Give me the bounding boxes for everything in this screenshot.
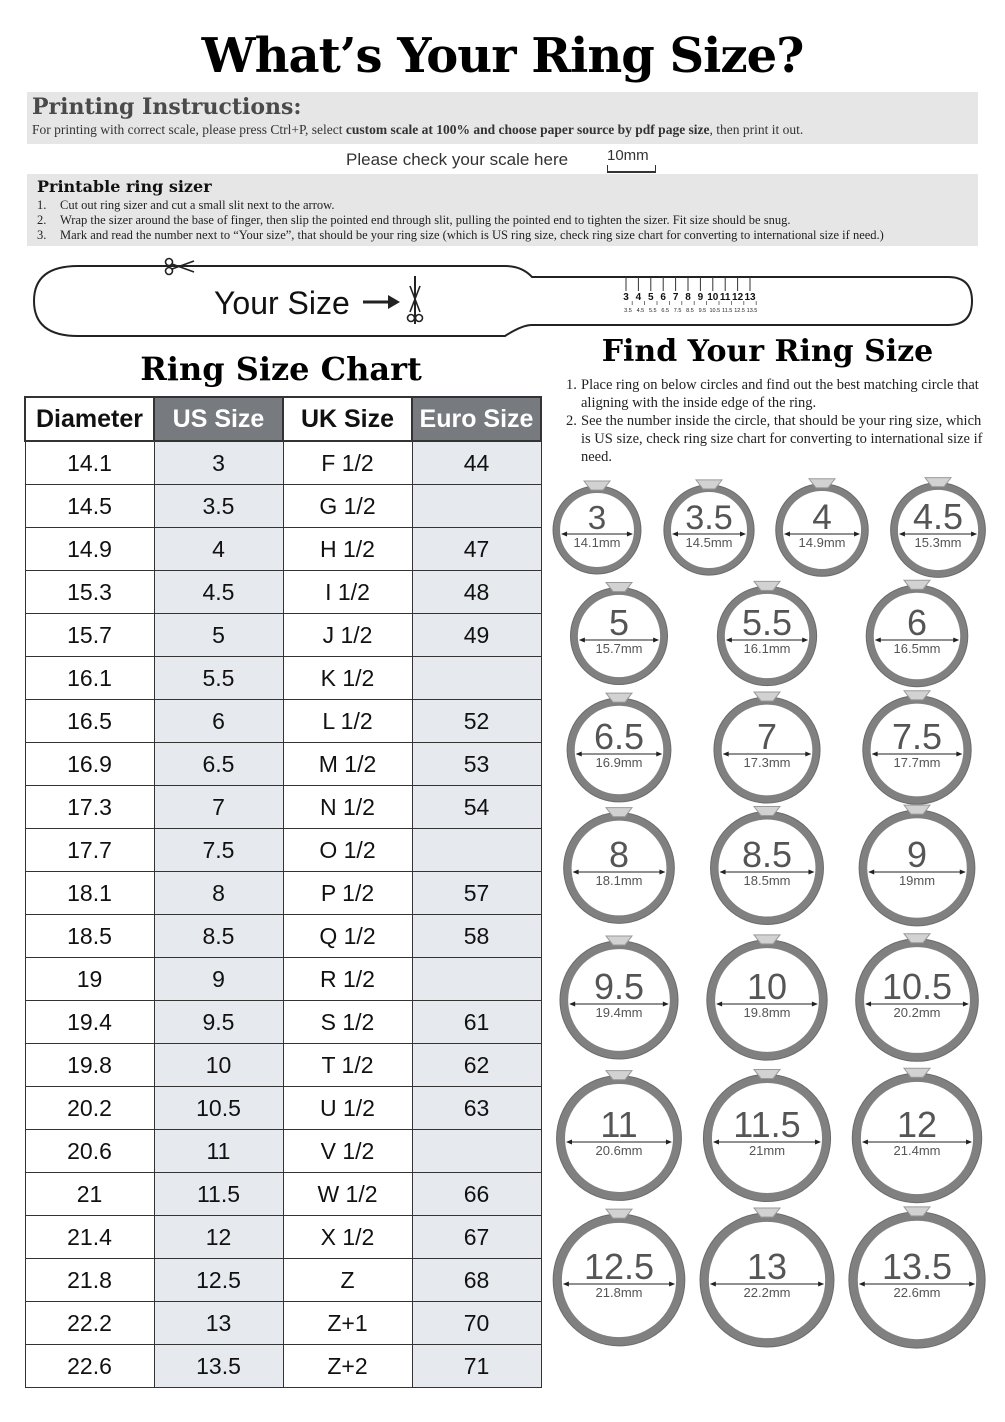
- find-ring-size-title: Find Your Ring Size: [601, 334, 934, 369]
- table-row: [25, 1001, 541, 1044]
- cell-uk-size: T 1/2: [283, 1044, 412, 1087]
- table-row: [25, 1302, 541, 1345]
- sizer-strip-outline: [34, 266, 972, 336]
- cell-us-size: 10.5: [154, 1087, 283, 1130]
- cell-euro-size: 57: [412, 872, 541, 915]
- cell-us-size: 7: [154, 786, 283, 829]
- sizer-step-number: 3.: [37, 228, 47, 242]
- scale-major-label: 12: [732, 292, 744, 303]
- cell-uk-size: U 1/2: [283, 1087, 412, 1130]
- ring-diameter-label: 14.5mm: [685, 535, 733, 550]
- cell-uk-size: Z+1: [283, 1302, 412, 1345]
- table-row: [25, 1087, 541, 1130]
- ring-size-label: 3.5: [685, 499, 733, 537]
- ring-diameter-label: 15.7mm: [595, 641, 643, 656]
- arrow-right-icon: [966, 1140, 972, 1145]
- ring-circle: [560, 936, 678, 1059]
- sizer-scale: [623, 277, 757, 314]
- ring-diameter-label: 18.5mm: [743, 873, 791, 888]
- arrow-left-icon: [672, 532, 678, 537]
- sizer-step-number: 2.: [37, 213, 47, 227]
- ring-circle: [553, 1209, 685, 1346]
- header-us-size: US Size: [154, 397, 283, 441]
- cell-euro-size: 70: [412, 1302, 541, 1345]
- cell-diameter: 16.5: [25, 700, 154, 743]
- ring-circle: [776, 479, 868, 576]
- scale-minor-label: 9.5: [698, 308, 707, 314]
- arrow-left-icon: [868, 870, 874, 875]
- cell-euro-size: 63: [412, 1087, 541, 1130]
- ring-size-label: 5.5: [741, 602, 793, 643]
- cell-us-size: 12: [154, 1216, 283, 1259]
- cell-us-size: 5: [154, 614, 283, 657]
- ring-diameter-label: 14.1mm: [573, 535, 621, 550]
- cell-uk-size: Q 1/2: [283, 915, 412, 958]
- arrow-right-icon: [812, 1002, 818, 1007]
- table-row: [25, 872, 541, 915]
- cell-euro-size: 47: [412, 528, 541, 571]
- find-step-number: 1.: [566, 377, 577, 393]
- arrow-left-icon: [862, 1140, 868, 1145]
- ring-circle: [570, 582, 667, 684]
- cell-diameter: 14.1: [25, 441, 154, 485]
- cell-uk-size: Z+2: [283, 1345, 412, 1388]
- table-row: [25, 441, 541, 485]
- cell-us-size: 9.5: [154, 1001, 283, 1044]
- table-row: [25, 1044, 541, 1087]
- scale-minor-label: 4.5: [636, 308, 645, 314]
- cell-diameter: 14.9: [25, 528, 154, 571]
- find-step-number: 2.: [566, 413, 577, 429]
- cell-us-size: 8.5: [154, 915, 283, 958]
- ring-size-label: 8.5: [741, 834, 793, 875]
- ring-diameter-label: 18.1mm: [595, 873, 643, 888]
- cell-uk-size: W 1/2: [283, 1173, 412, 1216]
- cell-diameter: 14.5: [25, 485, 154, 528]
- scale-major-label: 11: [719, 292, 731, 303]
- cell-us-size: 12.5: [154, 1259, 283, 1302]
- ring-diameter-label: 19.8mm: [743, 1005, 791, 1020]
- cell-euro-size: 61: [412, 1001, 541, 1044]
- scale-major-label: 5: [648, 292, 654, 303]
- cell-euro-size: 49: [412, 614, 541, 657]
- table-row: [25, 700, 541, 743]
- ring-circle: [564, 808, 675, 924]
- arrow-left-icon: [859, 1282, 865, 1287]
- cell-us-size: 3.5: [154, 485, 283, 528]
- slit-scissors-icon: [408, 276, 423, 324]
- arrow-left-icon: [720, 870, 726, 875]
- arrow-right-icon: [818, 1282, 824, 1287]
- cell-uk-size: L 1/2: [283, 700, 412, 743]
- cell-euro-size: 54: [412, 786, 541, 829]
- cell-diameter: 19.8: [25, 1044, 154, 1087]
- cell-uk-size: V 1/2: [283, 1130, 412, 1173]
- cell-us-size: 6.5: [154, 743, 283, 786]
- scale-minor-label: 13.5: [746, 308, 758, 314]
- cell-us-size: 5.5: [154, 657, 283, 700]
- ring-size-label: 10.5: [881, 966, 953, 1007]
- cell-diameter: 19.4: [25, 1001, 154, 1044]
- scale-major-label: 8: [685, 292, 691, 303]
- cell-us-size: 10: [154, 1044, 283, 1087]
- scale-minor-label: 3.5: [624, 308, 632, 314]
- arrow-left-icon: [566, 1140, 572, 1145]
- sizer-step-text: Mark and read the number next to “Your size”, that should be your ring size (which is US ring size, check ring size chart for converting to international size if need.): [60, 228, 884, 242]
- ring-diameter-label: 20.2mm: [893, 1005, 941, 1020]
- cell-euro-size: 68: [412, 1259, 541, 1302]
- ring-size-label: 5: [608, 602, 630, 643]
- ring-diameter-label: 19mm: [898, 873, 936, 888]
- cell-uk-size: J 1/2: [283, 614, 412, 657]
- arrow-right-icon: [663, 1002, 669, 1007]
- ring-size-label: 13: [746, 1246, 788, 1287]
- cell-euro-size: 62: [412, 1044, 541, 1087]
- cell-euro-size: [412, 1130, 541, 1173]
- scale-major-label: 9: [697, 292, 704, 303]
- arrow-right-icon: [969, 1282, 975, 1287]
- table-body: [25, 441, 541, 1388]
- ring-diameter-label: 22.6mm: [893, 1285, 941, 1300]
- arrow-left-icon: [726, 638, 732, 643]
- table-row: [25, 958, 541, 1001]
- arrow-left-icon: [716, 1002, 722, 1007]
- cell-diameter: 20.6: [25, 1130, 154, 1173]
- scale-major-label: 6: [660, 292, 666, 303]
- cell-us-size: 7.5: [154, 829, 283, 872]
- ring-diameter-label: 16.5mm: [893, 641, 941, 656]
- arrow-left-icon: [899, 532, 905, 537]
- ring-size-label: 6: [906, 602, 928, 643]
- ring-size-label: 11.5: [733, 1104, 801, 1145]
- cell-us-size: 8: [154, 872, 283, 915]
- scale-minor-label: 8.5: [686, 308, 694, 314]
- ring-size-label: 7.5: [891, 716, 943, 757]
- scale-mark-label: 10mm: [607, 147, 649, 164]
- arrow-left-icon: [872, 752, 878, 757]
- arrow-left-icon: [865, 1002, 871, 1007]
- arrow-right-icon: [653, 638, 659, 643]
- sizer-step-1: [37, 198, 334, 213]
- ring-circle: [859, 805, 975, 926]
- ring-sizer-strip[interactable]: [30, 255, 976, 341]
- table-header-row: [25, 397, 541, 441]
- ring-diameter-label: 15.3mm: [914, 535, 962, 550]
- cell-euro-size: 44: [412, 441, 541, 485]
- ring-size-label: 3: [587, 500, 607, 537]
- ring-size-label: 6.5: [593, 716, 645, 757]
- ring-size-label: 7: [756, 716, 778, 757]
- scale-minor-label: 7.5: [673, 308, 682, 314]
- cell-euro-size: [412, 958, 541, 1001]
- ring-diameter-label: 22.2mm: [743, 1285, 791, 1300]
- arrow-left-icon: [784, 532, 790, 537]
- cell-us-size: 11: [154, 1130, 283, 1173]
- header-euro-size: Euro Size: [412, 397, 541, 441]
- cell-uk-size: O 1/2: [283, 829, 412, 872]
- cell-us-size: 13: [154, 1302, 283, 1345]
- arrow-right-icon: [956, 752, 962, 757]
- arrow-left-icon: [563, 1282, 569, 1287]
- cell-diameter: 16.1: [25, 657, 154, 700]
- find-step-text: See the number inside the circle, that should be your ring size, which is US size, check ring size chart for converting to international size if need.: [581, 413, 983, 465]
- ring-diameter-label: 21.4mm: [893, 1143, 941, 1158]
- cell-diameter: 21: [25, 1173, 154, 1216]
- arrow-left-icon: [569, 1002, 575, 1007]
- arrow-right-icon: [805, 752, 811, 757]
- ring-circle: [856, 934, 979, 1062]
- scale-minor-label: 10.5: [709, 308, 721, 314]
- cell-euro-size: 71: [412, 1345, 541, 1388]
- arrow-right-icon: [953, 638, 959, 643]
- ring-size-chart-title: Ring Size Chart: [140, 350, 422, 388]
- ring-circles-grid: [548, 470, 988, 1350]
- ring-circle: [714, 692, 820, 803]
- cell-uk-size: K 1/2: [283, 657, 412, 700]
- scale-minor-label: 12.5: [734, 308, 745, 314]
- ring-diameter-label: 21mm: [748, 1143, 786, 1158]
- cell-euro-size: [412, 657, 541, 700]
- cell-diameter: 17.7: [25, 829, 154, 872]
- cell-euro-size: [412, 485, 541, 528]
- ring-size-label: 9: [906, 834, 928, 875]
- ring-diameter-label: 21.8mm: [595, 1285, 643, 1300]
- ring-circle: [849, 1207, 985, 1348]
- cell-euro-size: 48: [412, 571, 541, 614]
- scale-minor-label: 11.5: [722, 308, 733, 314]
- cell-us-size: 4: [154, 528, 283, 571]
- arrow-left-icon: [875, 638, 881, 643]
- arrow-right-icon: [808, 870, 814, 875]
- table-row: [25, 1130, 541, 1173]
- table-row: [25, 915, 541, 958]
- ring-circle: [567, 693, 671, 802]
- scale-major-label: 10: [707, 292, 719, 303]
- sizer-step-number: 1.: [37, 198, 47, 212]
- table-row: [25, 743, 541, 786]
- ring-size-label: 4.5: [912, 496, 964, 537]
- cell-us-size: 4.5: [154, 571, 283, 614]
- page-title: What’s Your Ring Size?: [201, 28, 804, 84]
- header-diameter: Diameter: [25, 397, 154, 441]
- arrow-left-icon: [561, 532, 567, 537]
- cell-diameter: 17.3: [25, 786, 154, 829]
- ring-diameter-label: 16.9mm: [595, 755, 643, 770]
- arrow-right-icon: [669, 1282, 675, 1287]
- sizer-step-2: [37, 213, 790, 228]
- arrow-right-icon: [666, 1140, 672, 1145]
- cell-diameter: 18.5: [25, 915, 154, 958]
- ring-circle: [700, 1208, 834, 1347]
- ring-circle: [891, 478, 986, 578]
- cell-diameter: 19: [25, 958, 154, 1001]
- ring-size-table: [24, 396, 542, 1388]
- arrow-right-icon: [363, 295, 400, 309]
- ring-diameter-label: 14.9mm: [798, 535, 846, 550]
- table-row: [25, 614, 541, 657]
- arrow-right-icon: [960, 870, 966, 875]
- ring-size-label: 4: [812, 498, 832, 537]
- ring-diameter-label: 19.4mm: [595, 1005, 643, 1020]
- arrow-right-icon: [963, 1002, 969, 1007]
- cell-euro-size: 67: [412, 1216, 541, 1259]
- cell-diameter: 16.9: [25, 743, 154, 786]
- ring-size-label: 12: [896, 1104, 938, 1145]
- cell-diameter: 18.1: [25, 872, 154, 915]
- cell-diameter: 21.8: [25, 1259, 154, 1302]
- arrow-right-icon: [656, 752, 662, 757]
- arrow-left-icon: [576, 752, 582, 757]
- cell-euro-size: 58: [412, 915, 541, 958]
- sizer-strip-label: Your Size: [214, 285, 350, 321]
- arrow-right-icon: [854, 532, 860, 537]
- cell-uk-size: R 1/2: [283, 958, 412, 1001]
- table-row: [25, 485, 541, 528]
- ring-circle: [664, 480, 754, 575]
- ring-size-label: 10: [746, 966, 788, 1007]
- printing-text-bold: custom scale at 100% and choose paper source by pdf page size: [345, 122, 710, 137]
- arrow-left-icon: [573, 870, 579, 875]
- scale-minor-label: 5.5: [648, 308, 657, 314]
- arrow-right-icon: [627, 532, 633, 537]
- cell-uk-size: X 1/2: [283, 1216, 412, 1259]
- ring-size-label: 12.5: [583, 1246, 655, 1287]
- scale-minor-label: 6.5: [661, 308, 670, 314]
- printing-instructions-heading: Printing Instructions:: [32, 94, 302, 120]
- cell-uk-size: N 1/2: [283, 786, 412, 829]
- scale-check-label: Please check your scale here: [346, 150, 569, 169]
- sizer-step-text: Cut out ring sizer and cut a small slit next to the arrow.: [60, 198, 335, 212]
- scale-major-label: 7: [672, 292, 679, 303]
- table-row: [25, 571, 541, 614]
- ring-diameter-label: 17.3mm: [743, 755, 791, 770]
- arrow-right-icon: [971, 532, 977, 537]
- arrow-right-icon: [740, 532, 746, 537]
- cell-uk-size: P 1/2: [283, 872, 412, 915]
- ring-circle: [707, 935, 827, 1060]
- cell-euro-size: [412, 829, 541, 872]
- arrow-left-icon: [579, 638, 585, 643]
- table-row: [25, 657, 541, 700]
- printing-text-post: , then print it out.: [709, 122, 804, 137]
- cell-diameter: 21.4: [25, 1216, 154, 1259]
- table-row: [25, 829, 541, 872]
- cell-diameter: 20.2: [25, 1087, 154, 1130]
- cell-uk-size: Z: [283, 1259, 412, 1302]
- find-step-text: Place ring on below circles and find out the best matching circle that aligning with the inside edge of the ring.: [581, 377, 979, 411]
- scale-major-label: 13: [744, 292, 756, 303]
- cell-diameter: 22.2: [25, 1302, 154, 1345]
- cell-us-size: 6: [154, 700, 283, 743]
- cell-uk-size: S 1/2: [283, 1001, 412, 1044]
- ring-circle: [852, 1068, 981, 1202]
- printable-sizer-heading: Printable ring sizer: [37, 177, 212, 196]
- arrow-right-icon: [659, 870, 665, 875]
- cell-uk-size: I 1/2: [283, 571, 412, 614]
- find-step-2: [566, 412, 986, 466]
- ring-size-label: 9.5: [593, 966, 645, 1007]
- ring-circle: [553, 481, 641, 574]
- arrow-right-icon: [802, 638, 808, 643]
- arrow-left-icon: [710, 1282, 716, 1287]
- ring-circle: [703, 1069, 830, 1201]
- ring-size-label: 11: [600, 1104, 638, 1145]
- table-row: [25, 1173, 541, 1216]
- cell-us-size: 11.5: [154, 1173, 283, 1216]
- printing-instructions-text: [32, 122, 977, 138]
- cell-diameter: 15.7: [25, 614, 154, 657]
- ring-diameter-label: 16.1mm: [743, 641, 791, 656]
- cell-uk-size: F 1/2: [283, 441, 412, 485]
- scale-major-label: 3: [623, 292, 629, 303]
- table-row: [25, 528, 541, 571]
- table-row: [25, 1259, 541, 1302]
- ring-circle: [557, 1071, 682, 1201]
- scale-major-label: 4: [635, 292, 642, 303]
- ring-circle: [866, 580, 968, 687]
- cell-uk-size: M 1/2: [283, 743, 412, 786]
- arrow-right-icon: [815, 1140, 821, 1145]
- cell-euro-size: 53: [412, 743, 541, 786]
- cell-us-size: 9: [154, 958, 283, 1001]
- sizer-step-text: Wrap the sizer around the base of finger, then slip the pointed end through slit, pulling the pointed end to tighten the sizer. Fit size should be snug.: [60, 213, 791, 227]
- ring-diameter-label: 20.6mm: [595, 1143, 643, 1158]
- table-row: [25, 1345, 541, 1388]
- arrow-left-icon: [713, 1140, 719, 1145]
- ring-diameter-label: 17.7mm: [893, 755, 941, 770]
- ring-size-label: 8: [608, 834, 630, 875]
- arrow-left-icon: [723, 752, 729, 757]
- cell-diameter: 22.6: [25, 1345, 154, 1388]
- ring-size-label: 13.5: [881, 1246, 953, 1287]
- cell-us-size: 13.5: [154, 1345, 283, 1388]
- cell-diameter: 15.3: [25, 571, 154, 614]
- cell-euro-size: 52: [412, 700, 541, 743]
- table-row: [25, 786, 541, 829]
- cell-us-size: 3: [154, 441, 283, 485]
- table-row: [25, 1216, 541, 1259]
- sizer-step-3: [37, 228, 884, 243]
- find-step-1: [566, 376, 986, 412]
- header-uk-size: UK Size: [283, 397, 412, 441]
- cell-uk-size: H 1/2: [283, 528, 412, 571]
- ring-circle: [863, 691, 971, 804]
- printing-text-pre: For printing with correct scale, please press Ctrl+P, select: [32, 122, 346, 137]
- cell-uk-size: G 1/2: [283, 485, 412, 528]
- cell-euro-size: 66: [412, 1173, 541, 1216]
- ring-circle: [717, 581, 816, 685]
- scale-check-mark: [607, 147, 656, 173]
- ring-circle: [711, 807, 824, 925]
